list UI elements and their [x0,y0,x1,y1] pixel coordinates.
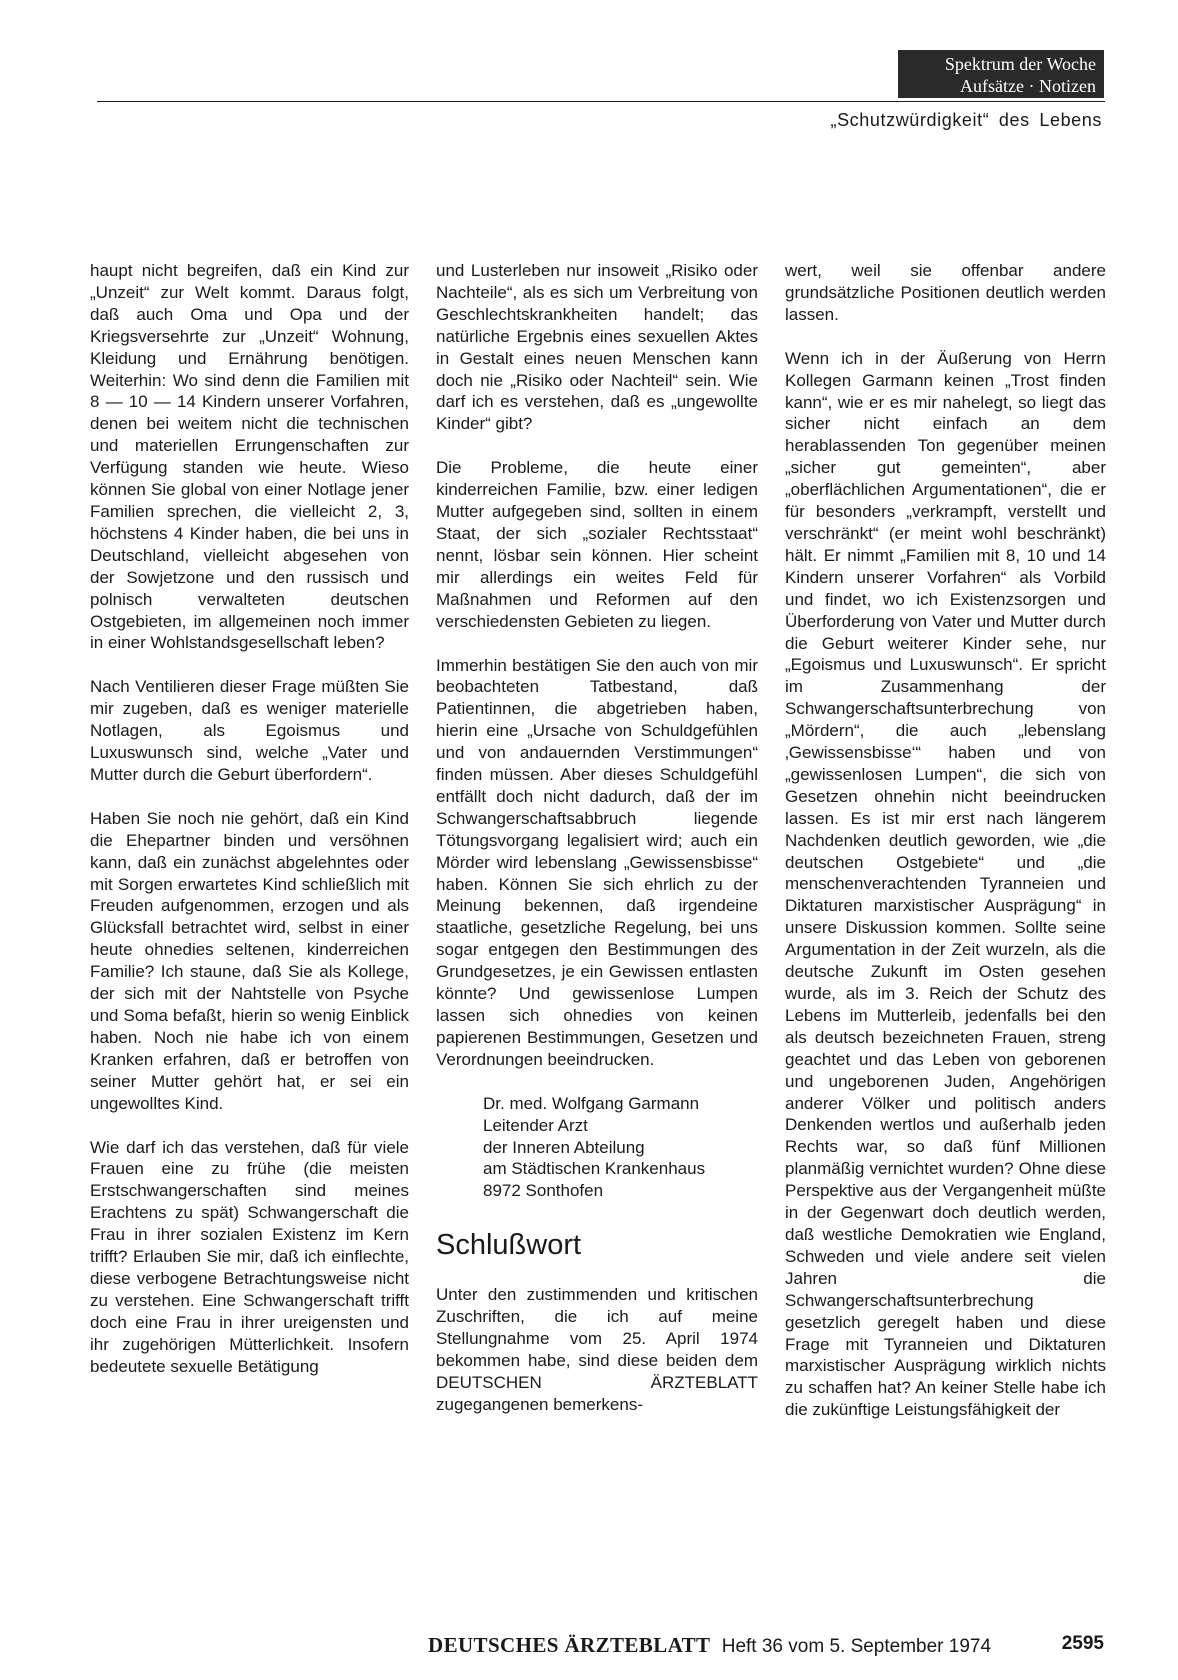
paragraph: und Lusterleben nur insoweit „Risiko oder Nachteile“, als es sich um Verbreitung von Geschlechtskrankheiten handelt; das natürliche Ergebnis eines sexuellen Aktes in Gestalt eines neuen Menschen kann doch nie „Risiko oder Nachteil“ sein. Wie darf ich es verstehen, daß es „ungewollte Kinder“ gibt? [436,261,758,434]
paragraph: Wie darf ich das verstehen, daß für viele Frauen eine zu frühe (die meisten Erstschwangerschaften sind meines Erachtens zu spät) Schwangerschaft die Frau in ihrer sozialen Existenz im Kern trifft? Erlauben Sie mir, daß ich einflechte, diese verbogene Betrachtungsweise nicht zu verstehen. Eine Schwangerschaft trifft doch eine Frau in ihrer ureigensten und ihr zugehörigen Mütterlichkeit. Insofern bedeutete sexuelle Betätigung [90,1137,409,1376]
paragraph: Haben Sie noch nie gehört, daß ein Kind die Ehepartner binden und versöhnen kann, daß ein zunächst abgelehntes oder mit Sorgen erwartetes Kind schließlich mit Freuden aufgenommen, erzogen und als Glücksfall betrachtet wird, selbst in einer heute ohnedies seltenen, kinderreichen Familie? Ich staune, daß Sie als Kollege, der sich mit der Nahtstelle von Psyche und Soma befaßt, hierin so wenig Einblick haben. Noch nie habe ich von einem Kranken erfahren, daß er betroffen von seiner Mutter gehört hat, er sei ein ungewolltes Kind. [90,808,409,1113]
author-department: der Inneren Abteilung [483,1137,645,1157]
text-column-3 [785,260,1106,1443]
issue-info: Heft 36 vom 5. September 1974 [721,1636,992,1657]
closing-heading: Schlußwort [436,1229,582,1262]
badge-line-1: Spektrum der Woche [944,54,1096,74]
journal-name: DEUTSCHES ÄRZTEBLATT [428,1633,711,1657]
paragraph: Unter den zustimmenden und kritischen Zuschriften, die ich auf meine Stellungnahme vom 25. April 1974 bekommen habe, sind diese beiden dem DEUTSCHEN ÄRZTEBLATT zugegangenen bemerkens- [436,1285,758,1414]
paragraph: Wenn ich in der Äußerung von Herrn Kollegen Garmann keinen „Trost finden kann“, wie er es mir nahelegt, so liegt das sicher nicht einfach an dem herablassenden Ton gegenüber meinen „sicher gut gemeinten“, aber „oberflächlichen Argumentationen“, die er für besonders „verkrampft, verstellt und verschränkt“ (er meint wohl beschränkt) hält. Er nimmt „Familien mit 8, 10 und 14 Kindern unserer Vorfahren“ als Vorbild und findet, wo ich Existenzsorgen und Überforderung von Vater und Mutter durch die Geburt weiterer Kinder sehe, nur „Egoismus und Luxuswunsch“. Er spricht im Zusammenhang der Schwangerschaftsunterbrechung von „Mördern“, die auch „lebenslang ‚Gewissensbisse‘“ haben und von „gewissenlosen Lumpen“, die sich von Gesetzen ohnehin nicht beeindrucken lassen. Es ist mir erst nach längerem Nachdenken deutlich geworden, wie „die deutschen Ostgebiete“ und „die menschenverachtenden Tyranneien und Diktaturen marxistischer Ausprägung“ in unsere Diskussion kommen. Sollte seine Argumentation in der Zeit wurzeln, als die deutsche Zukunft im Osten gesehen wurde, als im 3. Reich der Schutz des Lebens im Mutterleib, jedenfalls bei den als deutsch bezeichneten Frauen, streng geachtet und das Leben von geborenen und ungeborenen Juden, Angehörigen anderer Völker und politisch anders Denkenden wertlos und außerhalb jeden Rechts war, so daß fünf Millionen planmäßig vernichtet wurden? Ohne diese Perspektive aus der Vergangenheit müßte in der Gegenwart doch deutlich werden, daß westliche Demokratien wie England, Schweden und viele andere seit vielen Jahren die Schwangerschaftsunterbrechung gesetzlich geregelt haben und diese Frage mit Tyranneien und Diktaturen marxistischer Ausprägung wirklich nichts zu schaffen hat? An keiner Stelle habe ich die zukünftige Leistungsfähigkeit der [785,348,1106,1420]
text-column-1 [90,260,409,1400]
section-badge [898,50,1104,98]
paragraph: Die Probleme, die heute einer kinderreichen Familie, bzw. einer ledigen Mutter aufgegeben sind, sollten in einem Staat, der sich „sozialer Rechtsstaat“ nennt, lösbar sein können. Hier scheint mir allerdings ein weites Feld für Maßnahmen und Reformen auf den verschiedensten Gebieten zu liegen. [436,458,758,631]
paragraph: Nach Ventilieren dieser Frage müßten Sie mir zugeben, daß es weniger materielle Notlagen, als Egoismus und Luxuswunsch sind, welche „Vater und Mutter durch die Geburt überfordern“. [90,677,409,784]
paragraph: wert, weil sie offenbar andere grundsätzliche Positionen deutlich werden lassen. [785,261,1106,324]
text-column-2 [436,260,758,1438]
author-city: 8972 Sonthofen [483,1181,604,1201]
page-number: 2595 [1061,1633,1104,1654]
author-hospital: am Städtischen Krankenhaus [483,1159,706,1179]
page-footer [428,1633,1104,1658]
running-topic: „Schutzwürdigkeit“ des Lebens [830,110,1102,130]
author-signature [483,1093,758,1203]
header-rule [97,101,1105,102]
paragraph: Immerhin bestätigen Sie den auch von mir beobachteten Tatbestand, daß Patientinnen, die abgetrieben haben, hierin eine „Ursache von Schuldgefühlen und von andauernden Verstimmungen“ finden müssen. Aber dieses Schuldgefühl entfällt doch nicht dadurch, daß der im Schwangerschaftsabbruch liegende Tötungsvorgang legalisiert wird; auch ein Mörder wird lebenslang „Gewissensbisse“ haben. Können Sie sich ehrlich zu der Meinung bekennen, daß irgendeine staatliche, gesetzliche Regelung, bei uns sogar entgegen den Bestimmungen des Grundgesetzes, je ein Gewissen entlasten könnte? Und gewissenlose Lumpen lassen sich ohnedies von keinen papierenen Bestimmungen, Gesetzen und Verordnungen beeindrucken. [436,655,758,1069]
badge-line-2: Aufsätze · Notizen [960,76,1096,96]
paragraph: haupt nicht begreifen, daß ein Kind zur „Unzeit“ zur Welt kommt. Daraus folgt, daß auch Oma und Opa und der Kriegsversehrte zur „Unzeit“ Wohnung, Kleidung und Ernährung benötigen. Weiterhin: Wo sind denn die Familien mit 8 — 10 — 14 Kindern unserer Vorfahren, denen bei weitem nicht die technischen und materiellen Errungenschaften zur Verfügung standen wie heute. Wieso können Sie global von einer Notlage jener Familien sprechen, die vielleicht 2, 3, höchstens 4 Kinder haben, die bei uns in Deutschland, vielleicht abgesehen von der Sowjetzone und den russisch und polnisch verwalteten deutschen Ostgebieten, im allgemeinen noch immer in einer Wohlstandsgesellschaft leben? [90,261,409,653]
author-name: Dr. med. Wolfgang Garmann [483,1093,700,1113]
author-title: Leitender Arzt [483,1115,588,1135]
